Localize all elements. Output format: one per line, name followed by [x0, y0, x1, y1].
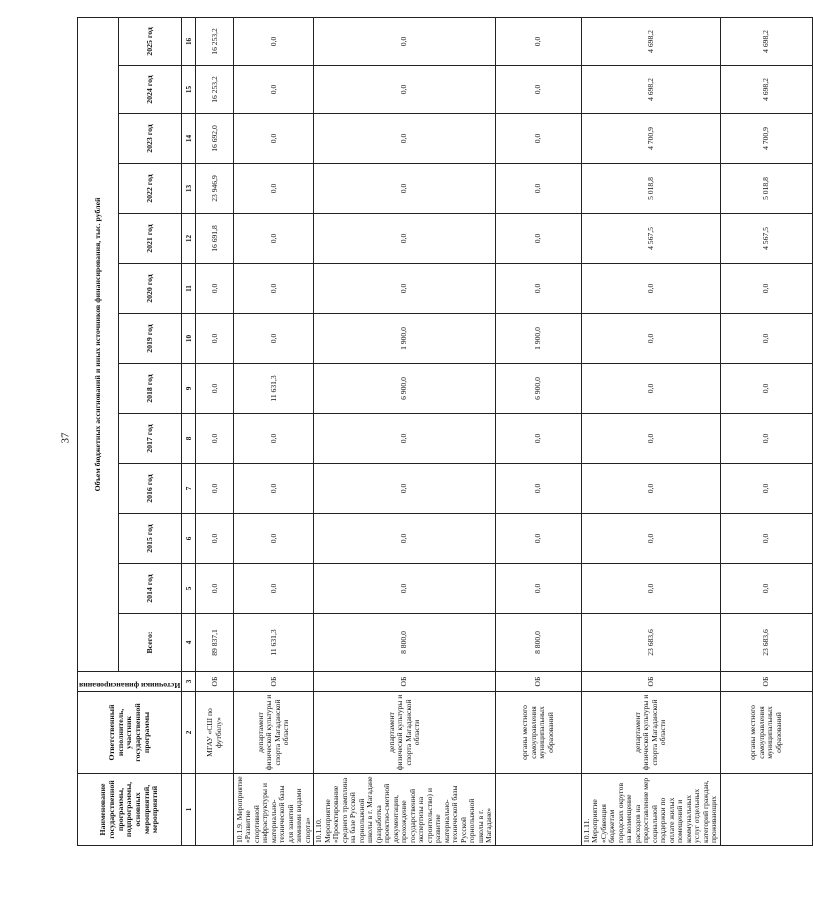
- row-executor: органы местного самоуправления муниципальных образований: [495, 692, 581, 774]
- column-number: 13: [182, 164, 196, 214]
- row-year-value: 0,0: [314, 564, 496, 614]
- row-year-value: 0,0: [234, 264, 314, 314]
- row-year-value: 0,0: [495, 66, 581, 114]
- row-year-value: 4 567,5: [581, 214, 720, 264]
- row-year-value: 4 698,2: [720, 66, 812, 114]
- row-name: 10.1.9. Мероприятие «Развитие спортивной инфраструктуры и материально-технической базы для занятий зимними видами спорта»: [234, 774, 314, 846]
- header-year-2021: 2021 год: [118, 214, 181, 264]
- row-year-value: 0,0: [495, 17, 581, 65]
- row-year-value: 0,0: [234, 114, 314, 164]
- row-year-value: 0,0: [581, 564, 720, 614]
- header-year-2023: 2023 год: [118, 114, 181, 164]
- row-year-value: 0,0: [581, 264, 720, 314]
- table-row: [314, 17, 496, 845]
- row-executor: департамент физической культуры и спорта Магаданской области: [234, 692, 314, 774]
- table-row: [581, 17, 720, 845]
- table-row: [720, 17, 812, 845]
- row-year-value: 1 900,0: [314, 314, 496, 364]
- row-year-value: 5 018,8: [581, 164, 720, 214]
- header-year-2018: 2018 год: [118, 364, 181, 414]
- row-year-value: 0,0: [196, 514, 234, 564]
- column-number: 4: [182, 614, 196, 672]
- row-year-value: 0,0: [196, 264, 234, 314]
- header-source: Источники финансирования: [78, 672, 182, 692]
- row-year-value: 16 691,8: [196, 214, 234, 264]
- row-year-value: 0,0: [234, 214, 314, 264]
- header-year-2017: 2017 год: [118, 414, 181, 464]
- row-name: 10.1.11. Мероприятие «Субвенция бюджетам городских округов на возмещение расходов на предоставление мер социальной поддержки по оплате жилых помещений и коммунальных услуг отдельных категорий граждан, проживающих: [581, 774, 720, 846]
- header-name: Наименование государственной программы, подпрограммы, основных мероприятий, мероприятий: [78, 774, 182, 846]
- row-source: ОБ: [196, 672, 234, 692]
- column-number: 10: [182, 314, 196, 364]
- column-number: 5: [182, 564, 196, 614]
- row-year-value: 0,0: [720, 264, 812, 314]
- row-year-value: 4 698,2: [581, 66, 720, 114]
- row-year-value: 0,0: [234, 66, 314, 114]
- row-year-value: 0,0: [720, 314, 812, 364]
- header-total: Всего:: [118, 614, 181, 672]
- row-year-value: 0,0: [234, 314, 314, 364]
- row-year-value: 16 692,0: [196, 114, 234, 164]
- row-year-value: 0,0: [314, 414, 496, 464]
- row-year-value: 16 253,2: [196, 66, 234, 114]
- row-year-value: 0,0: [720, 514, 812, 564]
- header-year-2014: 2014 год: [118, 564, 181, 614]
- row-source: ОБ: [234, 672, 314, 692]
- row-year-value: 0,0: [196, 364, 234, 414]
- header-funding-title: Объем бюджетных ассигнований и иных источников финансирования, тыс. рублей: [78, 17, 119, 671]
- row-executor: департамент физической культуры и спорта Магаданской области: [314, 692, 496, 774]
- row-total: 23 683,6: [581, 614, 720, 672]
- row-year-value: 1 900,0: [495, 314, 581, 364]
- row-executor: МГАУ «СШ по футболу»: [196, 692, 234, 774]
- row-year-value: 6 900,0: [314, 364, 496, 414]
- header-year-2025: 2025 год: [118, 17, 181, 65]
- header-year-2024: 2024 год: [118, 66, 181, 114]
- row-name: [495, 774, 581, 846]
- header-year-2019: 2019 год: [118, 314, 181, 364]
- row-year-value: 0,0: [314, 264, 496, 314]
- column-number: 16: [182, 17, 196, 65]
- budget-table: [77, 17, 813, 846]
- row-year-value: 0,0: [720, 564, 812, 614]
- column-number: 7: [182, 464, 196, 514]
- row-year-value: 4 700,9: [581, 114, 720, 164]
- column-number: 1: [182, 774, 196, 846]
- row-year-value: 0,0: [314, 114, 496, 164]
- row-year-value: 0,0: [495, 114, 581, 164]
- row-year-value: 4 567,5: [720, 214, 812, 264]
- row-year-value: 0,0: [234, 464, 314, 514]
- row-total: 23 683,6: [720, 614, 812, 672]
- row-year-value: 0,0: [495, 214, 581, 264]
- row-year-value: 0,0: [196, 464, 234, 514]
- row-total: 89 837,1: [196, 614, 234, 672]
- row-year-value: 0,0: [314, 214, 496, 264]
- header-year-2015: 2015 год: [118, 514, 181, 564]
- row-total: 11 631,3: [234, 614, 314, 672]
- row-source: ОБ: [720, 672, 812, 692]
- row-year-value: 0,0: [581, 414, 720, 464]
- page-number: 37: [59, 432, 72, 444]
- row-source: ОБ: [314, 672, 496, 692]
- row-name: [196, 774, 234, 846]
- row-year-value: 0,0: [720, 464, 812, 514]
- row-year-value: 11 631,3: [234, 364, 314, 414]
- row-total: 8 800,0: [495, 614, 581, 672]
- row-year-value: 0,0: [314, 66, 496, 114]
- row-year-value: 0,0: [196, 564, 234, 614]
- row-year-value: 0,0: [314, 514, 496, 564]
- row-year-value: 0,0: [495, 164, 581, 214]
- row-year-value: 0,0: [234, 514, 314, 564]
- row-year-value: 0,0: [234, 17, 314, 65]
- row-year-value: 0,0: [495, 514, 581, 564]
- row-year-value: 0,0: [720, 414, 812, 464]
- row-source: ОБ: [581, 672, 720, 692]
- row-year-value: 0,0: [234, 564, 314, 614]
- row-year-value: 23 946,9: [196, 164, 234, 214]
- row-total: 8 800,0: [314, 614, 496, 672]
- row-year-value: 4 700,9: [720, 114, 812, 164]
- row-year-value: 0,0: [234, 164, 314, 214]
- row-year-value: 0,0: [495, 414, 581, 464]
- row-year-value: 0,0: [581, 464, 720, 514]
- budget-table-rotated: [77, 18, 783, 846]
- row-name: [720, 774, 812, 846]
- row-year-value: 0,0: [196, 414, 234, 464]
- row-year-value: 16 253,2: [196, 17, 234, 65]
- row-year-value: 0,0: [495, 464, 581, 514]
- row-year-value: 0,0: [581, 514, 720, 564]
- row-year-value: 0,0: [495, 564, 581, 614]
- column-number: 9: [182, 364, 196, 414]
- table-body: [196, 17, 813, 845]
- column-number: 3: [182, 672, 196, 692]
- header-year-2022: 2022 год: [118, 164, 181, 214]
- row-year-value: 0,0: [314, 464, 496, 514]
- column-number: 11: [182, 264, 196, 314]
- column-number: 2: [182, 692, 196, 774]
- row-name: 10.1.10. Мероприятие «Проектирование среднего трамплина на базе Русской горнолыжной школы в г. Магадане (разработка проектно-сметной документации, прохождение государственной экспертизы на строительство) и развитие материально-технической базы Русской горнолыжной школы в г. Магадане»: [314, 774, 496, 846]
- row-executor: органы местного самоуправления муниципальных образований: [720, 692, 812, 774]
- header-executor: Ответственный исполнитель, участник государственной программы: [78, 692, 182, 774]
- column-number: 6: [182, 514, 196, 564]
- column-number: 8: [182, 414, 196, 464]
- row-year-value: 0,0: [196, 314, 234, 364]
- row-year-value: 4 698,2: [720, 17, 812, 65]
- row-year-value: 5 018,8: [720, 164, 812, 214]
- header-year-2016: 2016 год: [118, 464, 181, 514]
- row-year-value: 0,0: [234, 414, 314, 464]
- header-year-2020: 2020 год: [118, 264, 181, 314]
- row-year-value: 6 900,0: [495, 364, 581, 414]
- column-number-row: [182, 17, 196, 845]
- row-year-value: 0,0: [314, 164, 496, 214]
- row-year-value: 4 698,2: [581, 17, 720, 65]
- column-number: 12: [182, 214, 196, 264]
- table-row: [196, 17, 234, 845]
- row-year-value: 0,0: [720, 364, 812, 414]
- row-year-value: 0,0: [581, 314, 720, 364]
- row-year-value: 0,0: [314, 17, 496, 65]
- column-number: 15: [182, 66, 196, 114]
- row-year-value: 0,0: [581, 364, 720, 414]
- table-row: [495, 17, 581, 845]
- row-year-value: 0,0: [495, 264, 581, 314]
- table-row: [234, 17, 314, 845]
- row-source: ОБ: [495, 672, 581, 692]
- column-number: 14: [182, 114, 196, 164]
- row-executor: департамент физической культуры и спорта Магаданской области: [581, 692, 720, 774]
